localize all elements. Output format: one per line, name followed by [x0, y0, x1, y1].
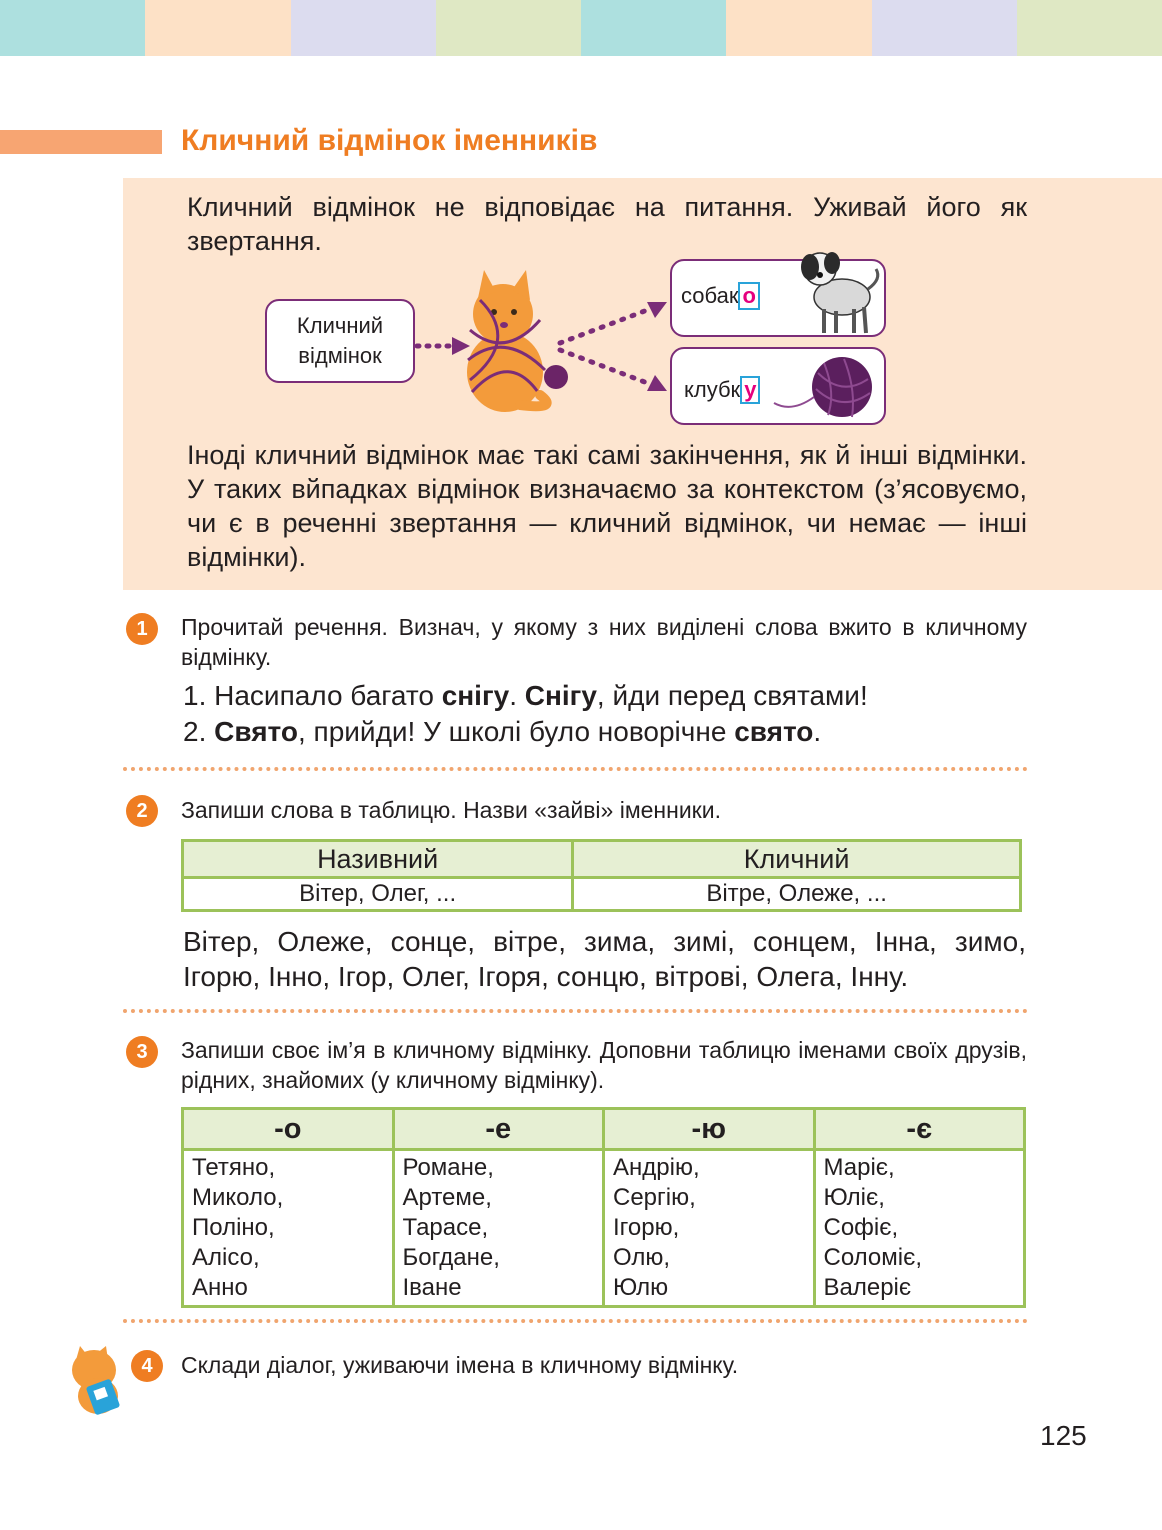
top-bar-segment — [581, 0, 726, 56]
table-row — [183, 878, 1021, 911]
name-item: Сергію, — [613, 1184, 696, 1211]
task-3-instruction: Запиши своє ім’я в кличному відмінку. Доповни таблицю іменами своїх друзів, рідних, знайомих (у кличному відмінку). — [181, 1037, 1027, 1093]
name-item: Поліно, — [192, 1214, 275, 1241]
table-row — [183, 1150, 1025, 1307]
table-cell-nominative: Вітер, Олег, ... — [183, 878, 573, 911]
ball-word-stem: клубк — [684, 377, 741, 402]
rule-paragraph-2: Іноді кличний відмінок має такі самі закінчення, як й інші відмінки. У таких вйпадках відмінок визначаємо за контекстом (з’ясовуємо, чи є в реченні звертання — кличний відмінок, чи немає — інші відмінки). — [187, 440, 1027, 572]
top-bar-segment — [1017, 0, 1162, 56]
name-item: Миколо, — [192, 1184, 284, 1211]
top-color-bar — [0, 0, 1162, 56]
dog-bubble — [670, 259, 886, 337]
top-bar-segment — [291, 0, 436, 56]
name-item: Андрію, — [613, 1154, 700, 1181]
name-item: Маріє, — [823, 1154, 895, 1181]
table-header-row — [183, 1109, 1025, 1150]
sentence-text: . — [813, 716, 822, 747]
names-column — [183, 1150, 394, 1307]
name-item: Юліє, — [823, 1184, 885, 1211]
ball-word-ending: у — [740, 376, 760, 404]
task-2-word-list: Вітер, Олеже, сонце, вітре, зима, зимі, сонцем, Інна, зимо, Ігорю, Інно, Ігор, Олег, Ігоря, сонцю, вітрові, Олега, Інну. — [183, 926, 1026, 992]
ball-bubble — [670, 347, 886, 425]
sentence-highlight: свято — [734, 716, 814, 747]
top-bar-segment — [872, 0, 1017, 56]
task-4-number: 4 — [131, 1350, 163, 1382]
name-item: Романе, — [402, 1154, 494, 1181]
name-item: Соломіє, — [823, 1244, 923, 1271]
name-item: Олю, — [613, 1244, 671, 1271]
table-header-ending: -є — [814, 1109, 1025, 1150]
dog-icon — [790, 249, 886, 339]
sentence-text: . — [509, 680, 525, 711]
name-item: Артеме, — [402, 1184, 492, 1211]
sentence-highlight: Снігу — [524, 680, 597, 711]
case-bubble-line-1: Кличний — [296, 313, 384, 338]
table-header-vocative: Кличний — [573, 841, 1021, 878]
name-item: Софіє, — [823, 1214, 899, 1241]
table-header-ending: -о — [183, 1109, 394, 1150]
yarn-ball-icon — [772, 353, 882, 423]
sentence-highlight: Свято — [214, 716, 298, 747]
sentence-text: , йди перед святами! — [596, 680, 868, 711]
sentence-text: 1. Насипало багато — [183, 680, 442, 711]
sentence-text: 2. — [183, 716, 215, 747]
top-bar-segment — [436, 0, 581, 56]
names-table — [181, 1107, 1026, 1308]
table-cell-vocative: Вітре, Олеже, ... — [573, 878, 1021, 911]
task-1-sentence-1 — [183, 678, 868, 714]
dog-word-ending: о — [738, 282, 759, 310]
name-item: Тарасе, — [402, 1214, 489, 1241]
table-header-nominative: Називний — [183, 841, 573, 878]
dotted-separator — [123, 1009, 1028, 1013]
top-bar-segment — [726, 0, 871, 56]
name-item: Валеріє — [823, 1274, 912, 1301]
dog-word-stem: собак — [681, 283, 739, 308]
dotted-separator — [123, 767, 1028, 771]
sentence-text: , прийди! У школі було новорічне — [298, 716, 735, 747]
table-header-ending: -ю — [604, 1109, 815, 1150]
talking-mascot-icon — [66, 1346, 132, 1418]
task-2-number: 2 — [126, 795, 158, 827]
name-item: Тетяно, — [192, 1154, 276, 1181]
name-item: Юлю — [613, 1274, 669, 1301]
names-column — [814, 1150, 1025, 1307]
dotted-separator — [123, 1319, 1028, 1323]
name-item: Анно — [192, 1274, 248, 1301]
name-item: Алісо, — [192, 1244, 260, 1271]
case-bubble — [265, 299, 415, 383]
name-item: Ігорю, — [613, 1214, 680, 1241]
name-item: Богдане, — [402, 1244, 500, 1271]
task-1-instruction: Прочитай речення. Визнач, у якому з них виділені слова вжито в кличному відмінку. — [181, 614, 1027, 670]
names-column — [604, 1150, 815, 1307]
rule-paragraph-1: Кличний відмінок не відповідає на питання. Уживай його як звертання. — [187, 192, 1027, 256]
name-item: Іване — [402, 1274, 462, 1301]
names-column — [393, 1150, 604, 1307]
top-bar-segment — [145, 0, 290, 56]
task-1-sentence-2 — [183, 714, 821, 750]
case-table — [181, 839, 1022, 912]
task-3-number: 3 — [126, 1036, 158, 1068]
sentence-highlight: снігу — [441, 680, 510, 711]
case-bubble-line-2: відмінок — [298, 343, 382, 368]
task-2-instruction: Запиши слова в таблицю. Назви «зайві» іменники. — [181, 797, 721, 823]
table-header-row — [183, 841, 1021, 878]
task-1-number: 1 — [126, 613, 158, 645]
task-4-instruction: Склади діалог, уживаючи імена в кличному відмінку. — [181, 1352, 739, 1378]
title-accent-strip — [0, 130, 162, 154]
table-header-ending: -е — [393, 1109, 604, 1150]
top-bar-segment — [0, 0, 145, 56]
page-number: 125 — [1040, 1420, 1087, 1451]
page-title: Кличний відмінок іменників — [181, 124, 598, 157]
